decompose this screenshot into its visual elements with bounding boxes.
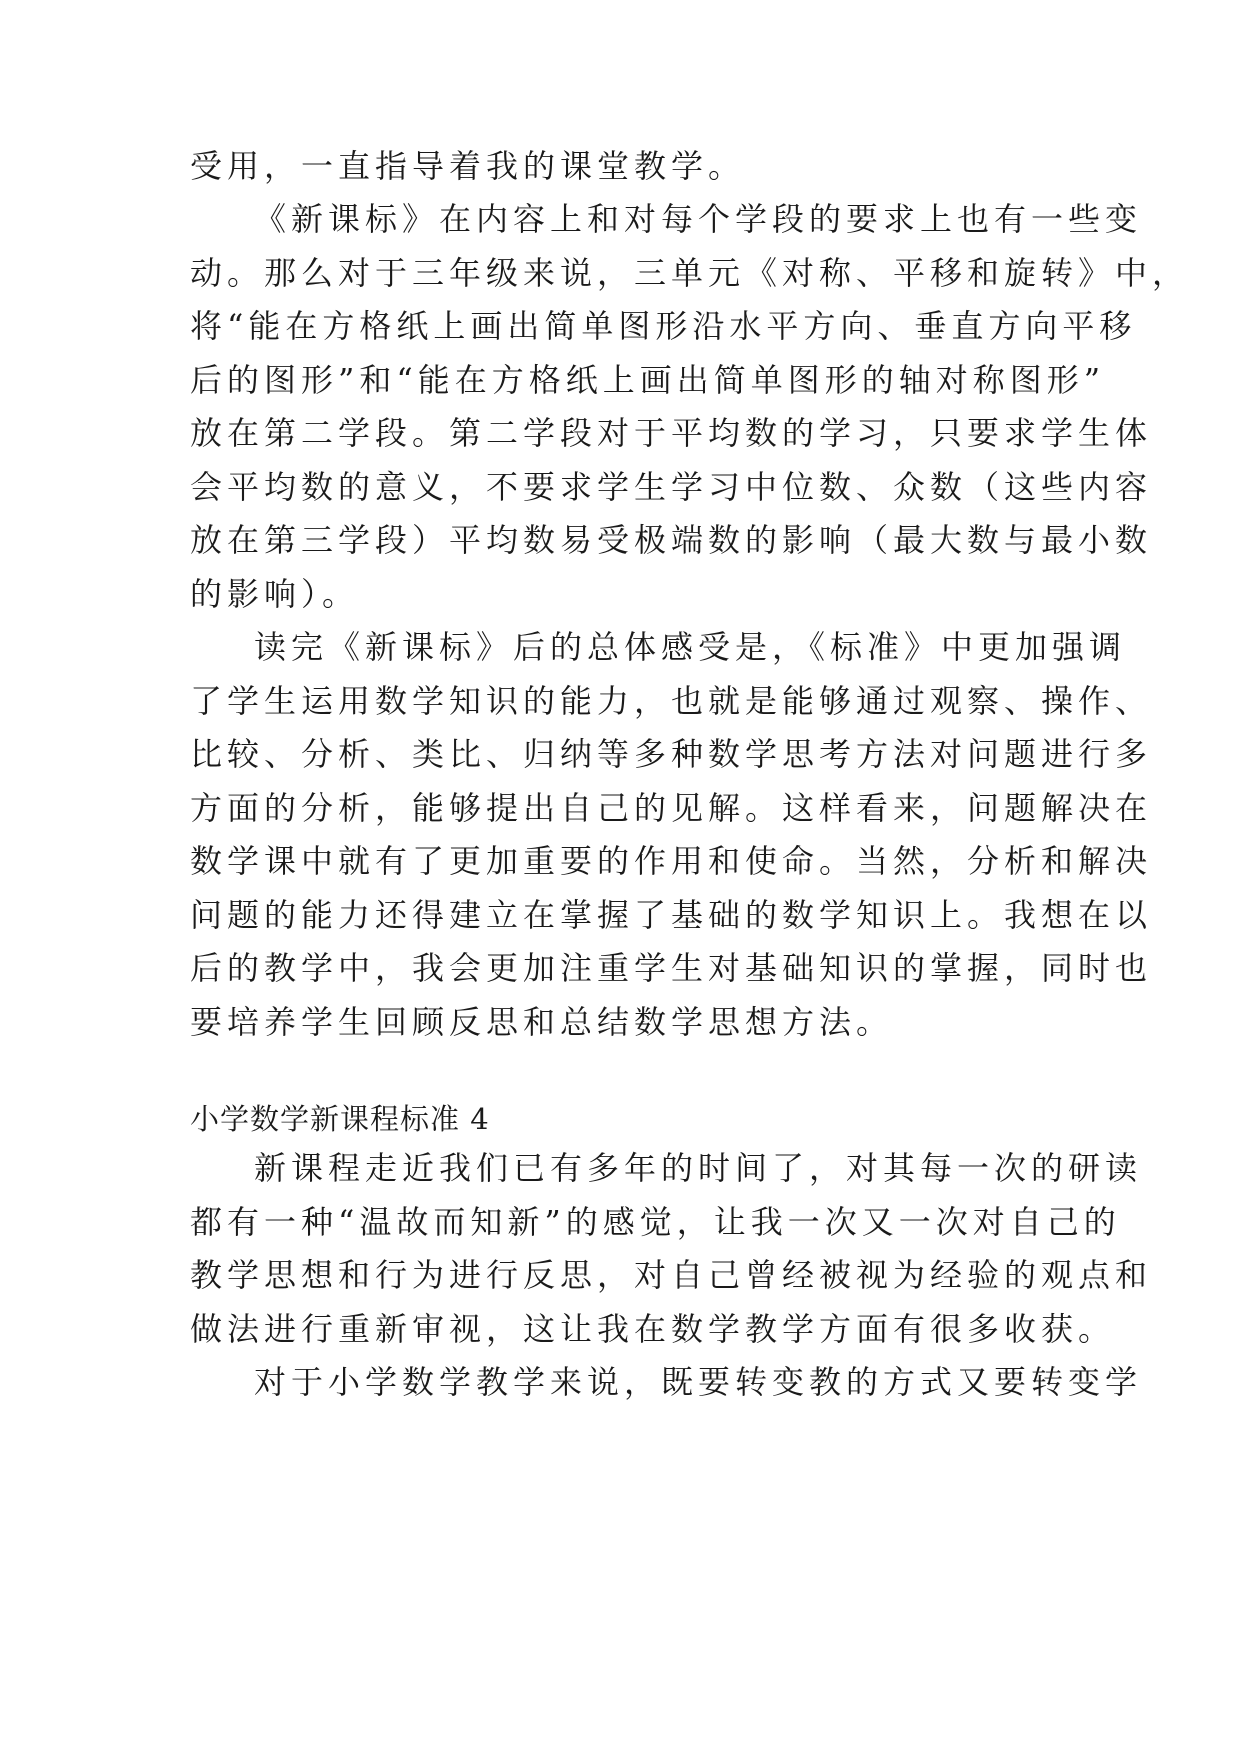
paragraph-2-line-6: 会平均数的意义，不要求学生学习中位数、众数（这些内容	[190, 468, 1153, 506]
paragraph-4-line-4: 做法进行重新审视，这让我在数学教学方面有很多收获。	[190, 1310, 1116, 1348]
paragraph-3-line-2: 了学生运用数学知识的能力，也就是能够通过观察、操作、	[190, 682, 1153, 720]
paragraph-1-line-1: 受用，一直指导着我的课堂教学。	[190, 147, 746, 185]
paragraph-2-line-2: 动。那么对于三年级来说，三单元《对称、平移和旋转》中，	[190, 254, 1190, 292]
section-heading: 小学数学新课程标准 4	[190, 1102, 490, 1136]
paragraph-3-line-8: 要培养学生回顾反思和总结数学思想方法。	[190, 1003, 894, 1041]
paragraph-4-line-2: 都有一种“温故而知新”的感觉，让我一次又一次对自己的	[190, 1203, 1121, 1241]
paragraph-5-line-1: 对于小学数学教学来说，既要转变教的方式又要转变学	[254, 1363, 1143, 1401]
paragraph-2-line-5: 放在第二学段。第二学段对于平均数的学习，只要求学生体	[190, 414, 1153, 452]
paragraph-3-line-4: 方面的分析，能够提出自己的见解。这样看来，问题解决在	[190, 789, 1153, 827]
paragraph-3-line-6: 问题的能力还得建立在掌握了基础的数学知识上。我想在以	[190, 896, 1153, 934]
paragraph-2-line-3: 将“能在方格纸上画出简单图形沿水平方向、垂直方向平移	[190, 307, 1137, 345]
paragraph-4-line-1: 新课程走近我们已有多年的时间了，对其每一次的研读	[254, 1149, 1143, 1187]
paragraph-3-line-1: 读完《新课标》后的总体感受是，《标准》中更加强调	[254, 628, 1127, 666]
paragraph-2-line-4: 后的图形”和“能在方格纸上画出简单图形的轴对称图形”	[190, 361, 1106, 399]
paragraph-2-line-1: 《新课标》在内容上和对每个学段的要求上也有一些变	[254, 200, 1143, 238]
paragraph-4-line-3: 教学思想和行为进行反思，对自己曾经被视为经验的观点和	[190, 1256, 1153, 1294]
paragraph-3-line-3: 比较、分析、类比、归纳等多种数学思考方法对问题进行多	[190, 735, 1153, 773]
paragraph-2-line-8: 的影响）。	[190, 575, 360, 613]
paragraph-3-line-7: 后的教学中，我会更加注重学生对基础知识的掌握，同时也	[190, 949, 1153, 987]
paragraph-2-line-7: 放在第三学段）平均数易受极端数的影响（最大数与最小数	[190, 521, 1153, 559]
paragraph-3-line-5: 数学课中就有了更加重要的作用和使命。当然，分析和解决	[190, 842, 1153, 880]
